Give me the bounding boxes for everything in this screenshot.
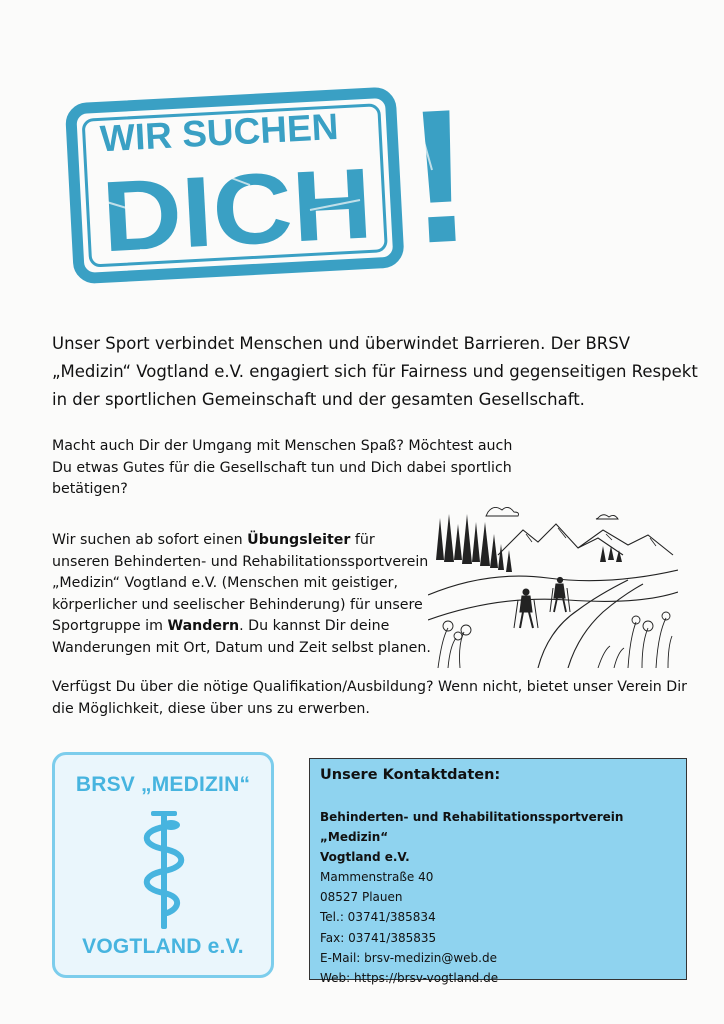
contact-fax: Fax: 03741/385835: [320, 930, 437, 945]
contact-org-line-2: Vogtland e.V.: [320, 850, 410, 864]
question-paragraph: [52, 436, 522, 501]
contact-street: Mammenstraße 40: [320, 870, 434, 884]
question-line-2: Du etwas Gutes für die Gesellschaft tun und Dich dabei sportlich: [52, 459, 512, 476]
contact-org-line-1: Behinderten- und Rehabilitationssportverein „Medizin“: [320, 810, 624, 844]
offer-text: für: [350, 532, 375, 548]
hiking-drawing: [428, 500, 678, 668]
contact-phone: Tel.: 03741/385834: [320, 910, 436, 925]
stamp-line-1: WIR SUCHEN: [99, 105, 340, 160]
offer-line-4: körperlicher und seelischer Behinderung) für unsere: [52, 596, 423, 613]
contact-website: Web: https://brsv-vogtland.de: [320, 971, 499, 986]
intro-line-2: „Medizin“ Vogtland e.V. engagiert sich für Fairness und gegenseitigen Respekt: [52, 362, 698, 381]
rod-of-asclepius-icon: [133, 807, 195, 931]
qualification-paragraph: [52, 677, 712, 720]
question-line-1: Macht auch Dir der Umgang mit Menschen Spaß? Möchtest auch: [52, 438, 513, 454]
offer-line-5: [52, 616, 432, 638]
offer-line-6: Wanderungen mit Ort, Datum und Zeit selbst planen.: [52, 639, 431, 656]
contact-organization: [320, 807, 680, 867]
offer-text: . Du kannst Dir deine: [239, 618, 390, 634]
stamp-exclamation: !: [403, 69, 478, 285]
offer-paragraph: [52, 530, 432, 659]
logo-bottom-text: VOGTLAND e.V.: [82, 935, 244, 958]
contact-box: [309, 758, 687, 986]
logo-top-text: BRSV „MEDIZIN“: [75, 773, 251, 796]
hiking-illustration: [428, 500, 678, 668]
offer-line-2: unseren Behinderten- und Rehabilitationssportverein: [52, 553, 429, 570]
contact-title: Unsere Kontaktdaten:: [320, 767, 501, 783]
intro-paragraph: [52, 330, 698, 414]
intro-line-1: Unser Sport verbindet Menschen und überwindet Barrieren. Der BRSV: [52, 334, 630, 353]
offer-line-1: [52, 530, 432, 552]
offer-text: Sportgruppe im: [52, 618, 168, 634]
offer-text: Wir suchen ab sofort einen: [52, 532, 248, 548]
contact-details: [320, 867, 498, 988]
qualification-line-2: die Möglichkeit, diese über uns zu erwerben.: [52, 700, 370, 717]
contact-email: E-Mail: brsv-medizin@web.de: [320, 950, 497, 965]
contact-city: 08527 Plauen: [320, 890, 403, 905]
stamp-line-2: DICH: [99, 148, 350, 274]
sport-highlight: Wandern: [167, 618, 240, 634]
stamp-graphic: [60, 50, 500, 290]
qualification-line-1: Verfügst Du über die nötige Qualifikation/Ausbildung? Wenn nicht, bietet unser Verein Dir: [52, 679, 687, 695]
intro-line-3: in der sportlichen Gemeinschaft und der gesamten Gesellschaft.: [52, 390, 585, 409]
brsv-logo: [52, 752, 274, 978]
question-line-3: betätigen?: [52, 481, 128, 497]
offer-line-3: „Medizin“ Vogtland e.V. (Menschen mit geistiger,: [52, 575, 398, 591]
wir-suchen-dich-stamp: [60, 50, 500, 290]
role-highlight: Übungsleiter: [247, 532, 351, 548]
